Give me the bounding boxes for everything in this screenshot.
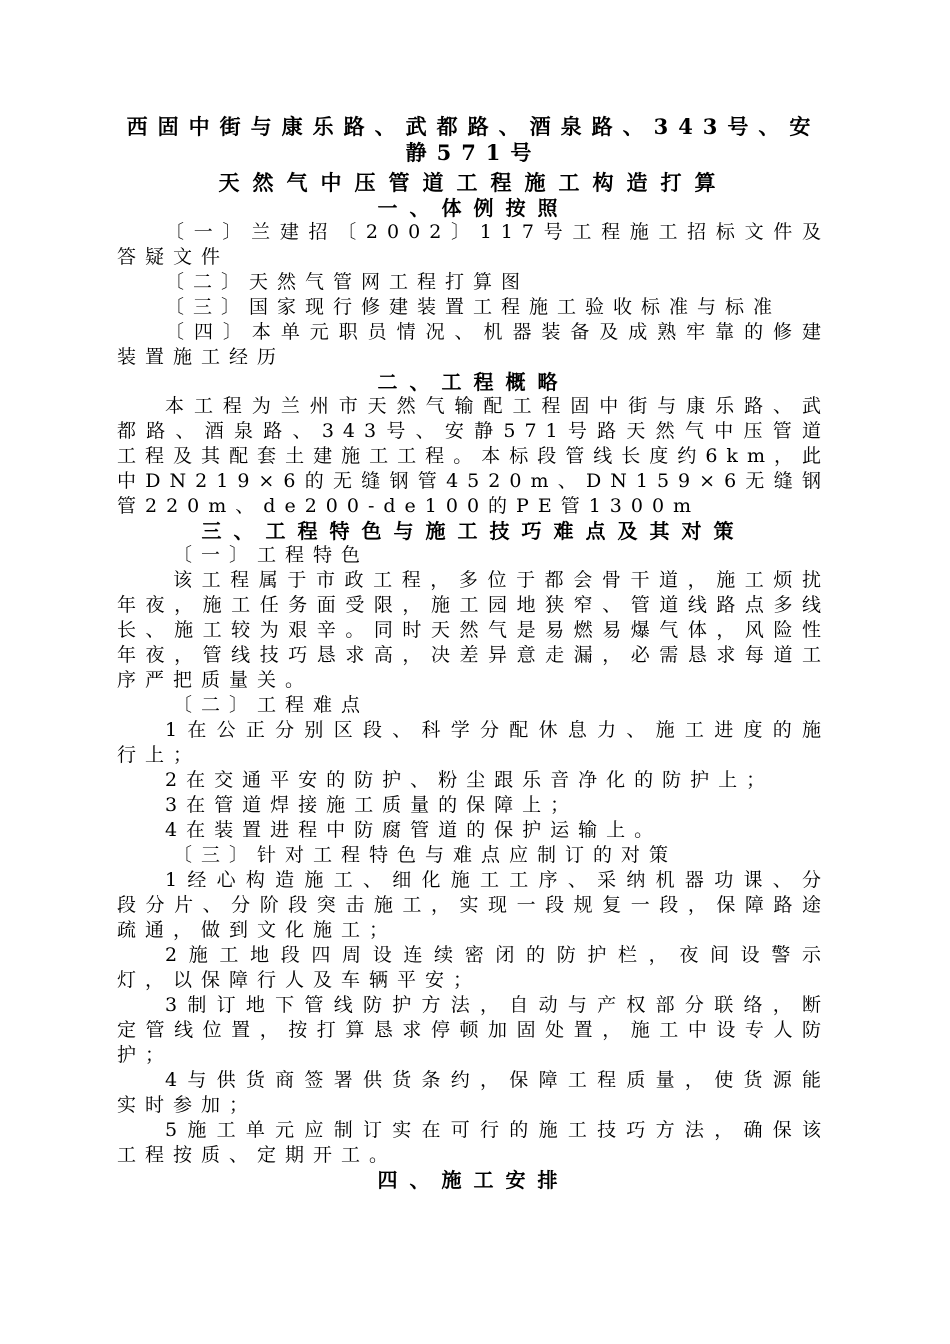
- section-heading-4: 四、施工安排: [377, 1168, 570, 1192]
- section-heading-1: 一、体例按照: [377, 196, 570, 220]
- doc-title-line1: 西固中街与康乐路、武都路、酒泉路、343号、安静571号: [126, 114, 821, 165]
- doc-title-line2: 天然气中压管道工程施工构造打算: [218, 170, 729, 195]
- countermeasure-item-3: 3制订地下管线防护方法，自动与产权部分联络，断定管线位置，按打算恳求停顿加固处置，施工中设专人防护；: [117, 994, 830, 1066]
- difficulty-item-4: 4在装置进程中防腐管道的保护运输上。: [165, 819, 663, 841]
- countermeasure-item-1: 1经心构造施工、细化施工工序、采纳机器功课、分段分片、分阶段突击施工，实现一段规复一段，保障路途疏通，做到文化施工；: [117, 869, 830, 941]
- subheading-countermeasures: 〔三〕针对工程特色与难点应制订的对策: [173, 844, 678, 866]
- difficulty-item-1: 1在公正分别区段、科学分配休息力、施工进度的施行上；: [117, 719, 830, 766]
- difficulty-item-3: 3在管道焊接施工质量的保障上；: [165, 794, 579, 816]
- overview-paragraph: 本工程为兰州市天然气输配工程固中街与康乐路、武都路、酒泉路、343号、安静571号路天然气中压管道工程及其配套土建施工工程。本标段管线长度约6km，此中DN219×6的无缝钢管4520m、DN159×6无缝钢管220m、de200-de100的PE管1300m: [117, 395, 830, 517]
- subheading-features: 〔一〕工程特色: [173, 544, 370, 566]
- subheading-difficulties: 〔二〕工程难点: [173, 694, 370, 716]
- countermeasure-item-4: 4与供货商签署供货条约，保障工程质量，使货源能实时参加；: [117, 1069, 830, 1116]
- difficulty-item-2: 2在交通平安的防护、粉尘跟乐音净化的防护上；: [165, 769, 775, 791]
- basis-item-2: 〔二〕天然气管网工程打算图: [165, 271, 530, 293]
- countermeasure-item-2: 2施工地段四周设连续密闭的防护栏，夜间设警示灯，以保障行人及车辆平安；: [117, 944, 830, 991]
- features-paragraph: 该工程属于市政工程，多位于都会骨干道，施工烦扰年夜，施工任务面受限，施工园地狭窄、管道线路点多线长、施工较为艰辛。同时天然气是易燃易爆气体，风险性年夜，管线技巧恳求高，决差异意走漏，必需恳求每道工序严把质量关。: [117, 569, 830, 691]
- section-heading-3: 三、工程特色与施工技巧难点及其对策: [201, 519, 746, 543]
- document-page: [117, 114, 830, 1192]
- basis-item-4: 〔四〕本单元职员情况、机器装备及成熟牢靠的修建装置施工经历: [117, 321, 830, 368]
- section-heading-2: 二、工程概略: [377, 370, 570, 394]
- basis-item-1: 〔一〕兰建招〔2002〕117号工程施工招标文件及答疑文件: [117, 221, 830, 268]
- basis-item-3: 〔三〕国家现行修建装置工程施工验收标准与标准: [165, 296, 782, 318]
- countermeasure-item-5: 5施工单元应制订实在可行的施工技巧方法，确保该工程按质、定期开工。: [117, 1119, 830, 1166]
